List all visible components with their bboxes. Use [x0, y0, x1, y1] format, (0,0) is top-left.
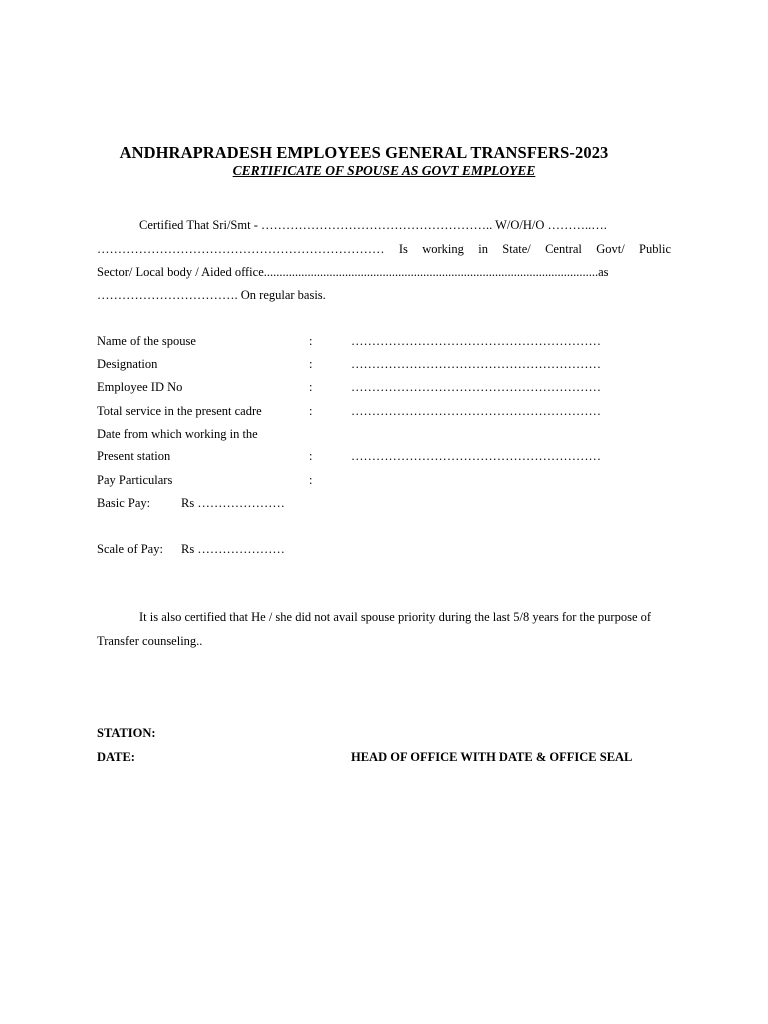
pay-particulars-label: Pay Particulars	[97, 473, 173, 487]
certificate-line-3: Sector/ Local body / Aided office...........................................................................................................as	[97, 265, 609, 279]
present-station-colon: :	[309, 449, 313, 463]
certificate-line-1: Certified That Sri/Smt - ……………………………………………….. W/O/H/O ………..….	[139, 218, 607, 232]
date-working-label: Date from which working in the	[97, 427, 258, 441]
present-station-label: Present station	[97, 449, 171, 463]
certificate-line-2: …………………………………………………………… Is working in State/ Central Govt/ Public	[97, 242, 671, 256]
basic-pay-label: Basic Pay:	[97, 496, 151, 510]
total-service-label: Total service in the present cadre	[97, 404, 262, 418]
head-of-office-signature-label: HEAD OF OFFICE WITH DATE & OFFICE SEAL	[351, 750, 633, 764]
name-of-spouse-blank: ……………………………………………………	[351, 334, 601, 348]
designation-blank: ……………………………………………………	[351, 357, 601, 371]
certificate-line-4: ……………………………. On regular basis.	[97, 288, 326, 302]
declaration-line-1: It is also certified that He / she did not avail spouse priority during the last 5/8 years for the purpose of	[139, 610, 652, 624]
designation-colon: :	[309, 357, 313, 371]
date-label: DATE:	[97, 750, 135, 764]
total-service-blank: ……………………………………………………	[351, 404, 601, 418]
name-of-spouse-colon: :	[309, 334, 313, 348]
basic-pay-blank: Rs …………………	[181, 496, 285, 510]
total-service-colon: :	[309, 404, 313, 418]
scale-of-pay-blank: Rs …………………	[181, 542, 285, 556]
pay-particulars-colon: :	[309, 473, 313, 487]
employee-id-blank: ……………………………………………………	[351, 380, 601, 394]
document-title: ANDHRAPRADESH EMPLOYEES GENERAL TRANSFERS-2023	[119, 143, 609, 162]
document-subtitle: CERTIFICATE OF SPOUSE AS GOVT EMPLOYEE	[232, 163, 536, 178]
present-station-blank: ……………………………………………………	[351, 449, 601, 463]
employee-id-colon: :	[309, 380, 313, 394]
name-of-spouse-label: Name of the spouse	[97, 334, 196, 348]
scale-of-pay-label: Scale of Pay:	[97, 542, 163, 556]
designation-label: Designation	[97, 357, 158, 371]
employee-id-label: Employee ID No	[97, 380, 183, 394]
station-label: STATION:	[97, 726, 156, 740]
declaration-line-2: Transfer counseling..	[97, 634, 203, 648]
